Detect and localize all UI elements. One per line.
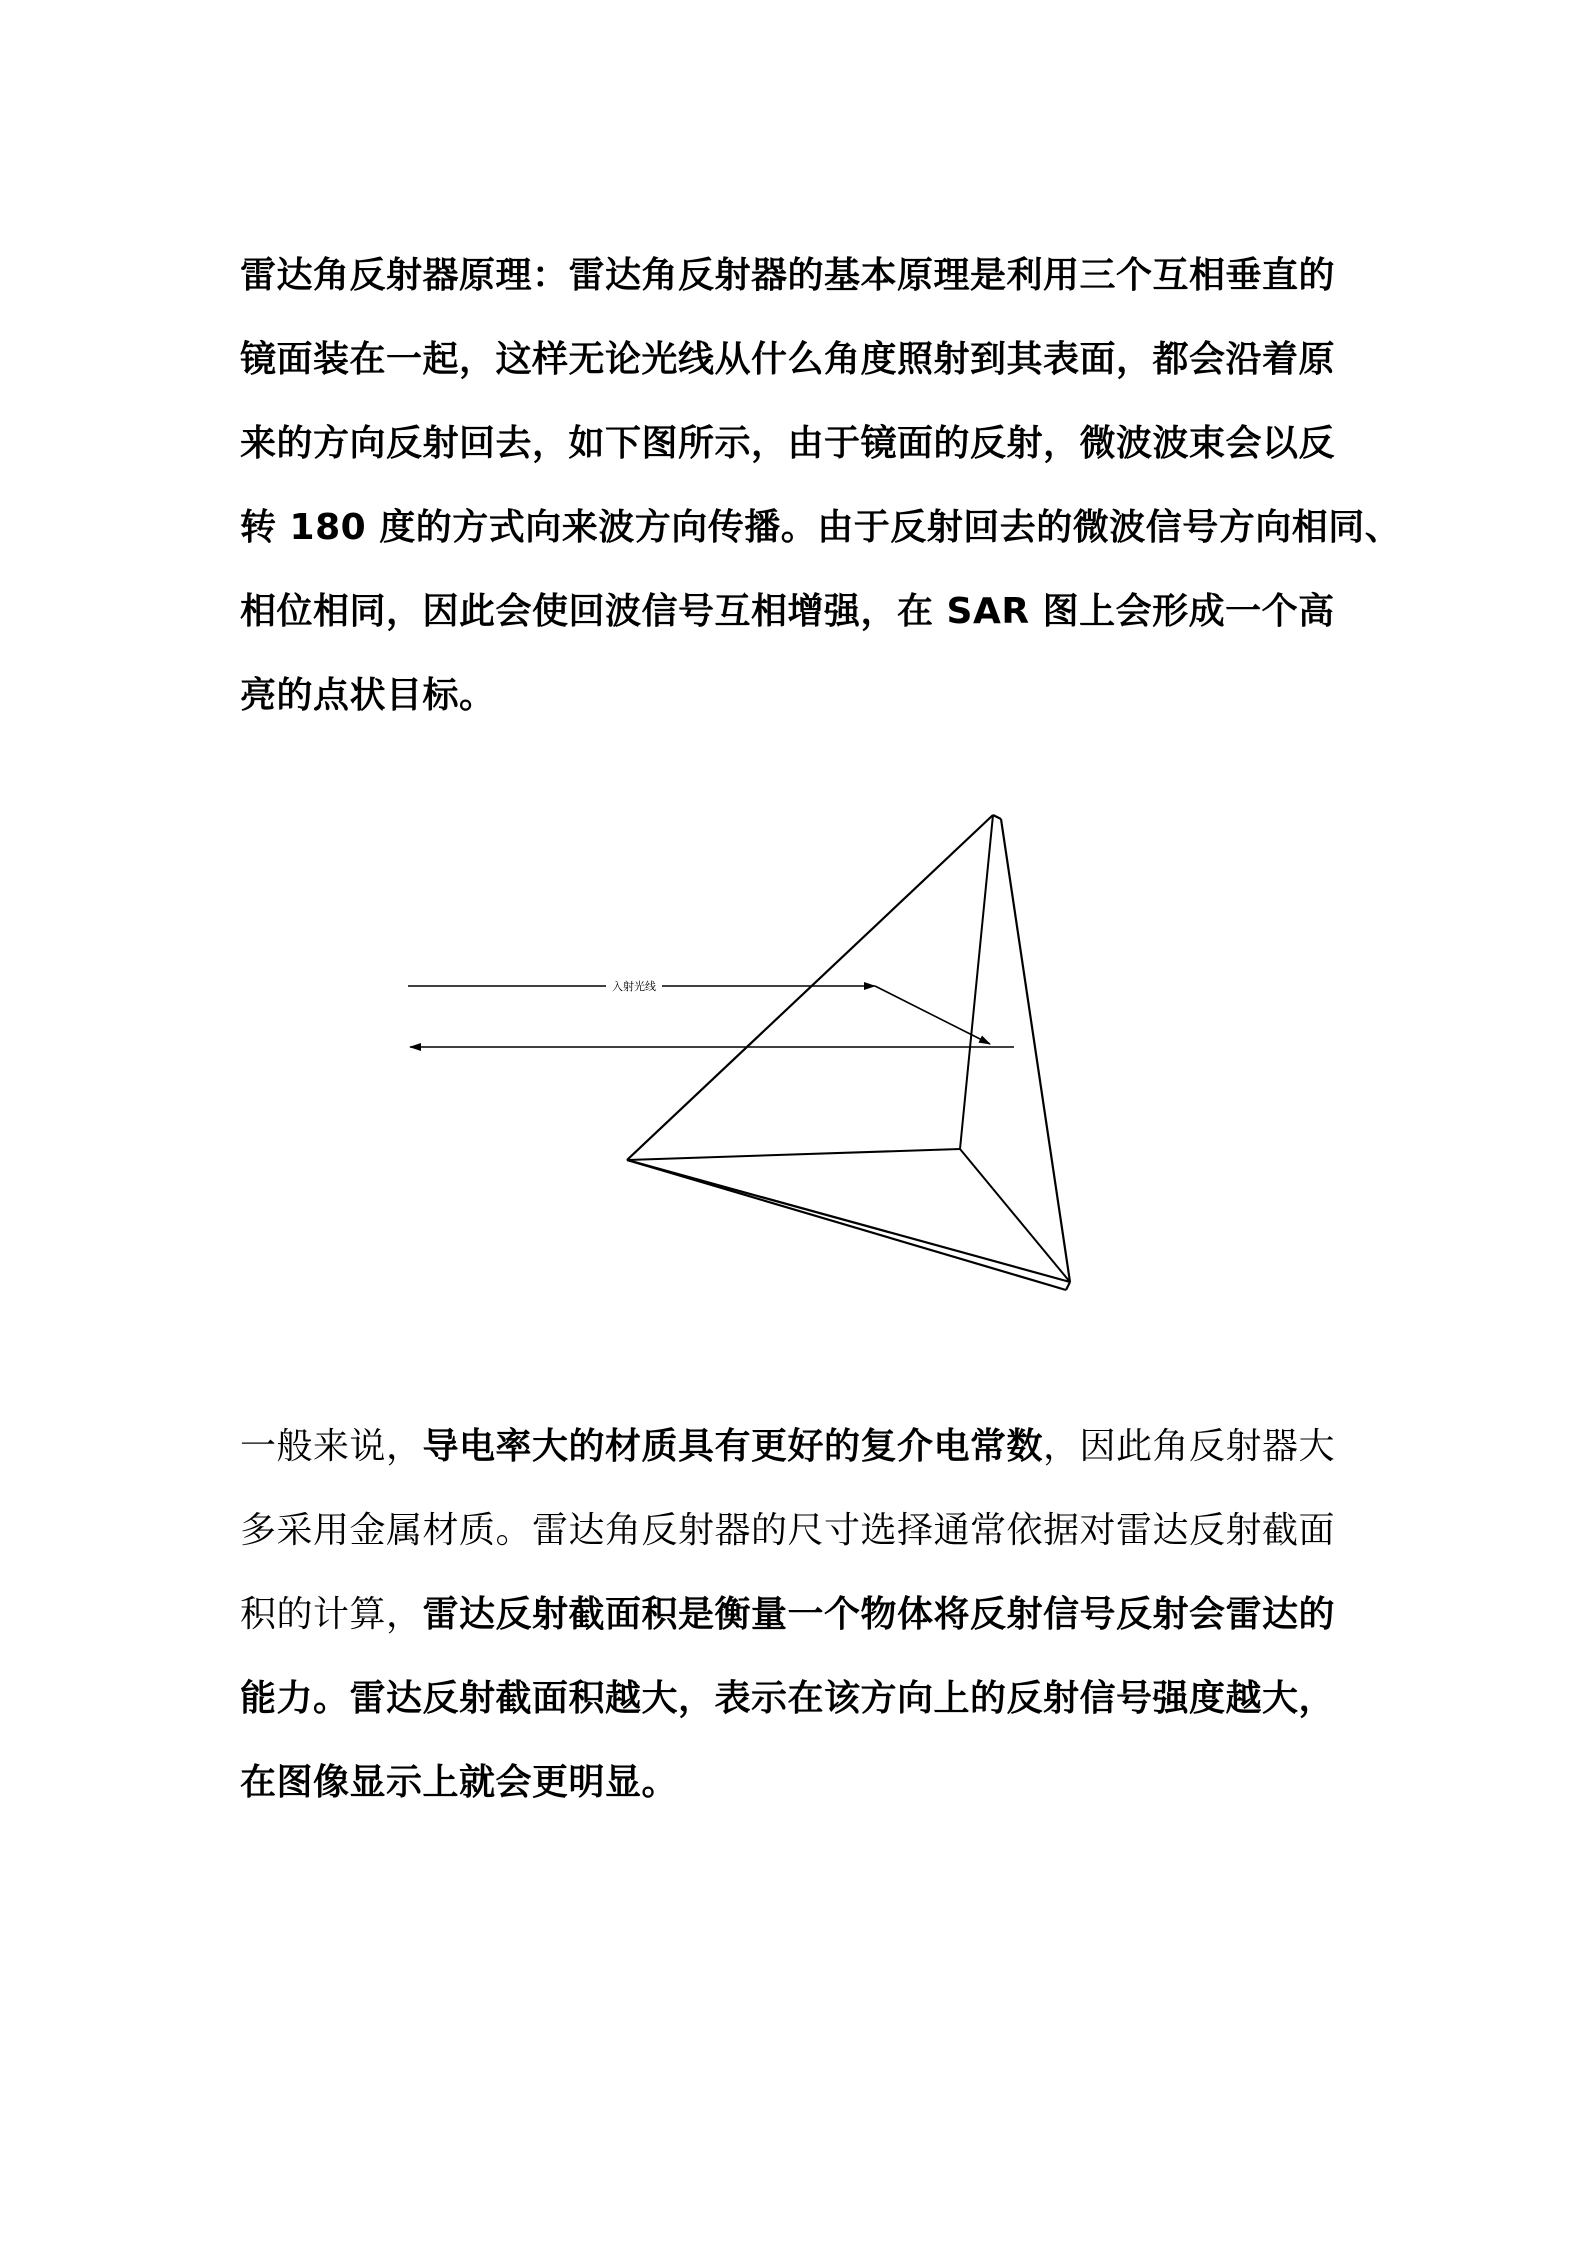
text-run: 雷达角反射器原理：雷达角反射器的基本原理是利用三个互相垂直的 [240, 255, 1336, 296]
text-line [240, 1657, 1360, 1741]
reflector-outline [627, 815, 1070, 1290]
text-line [240, 402, 1360, 486]
text-run: 亮的点状目标。 [240, 675, 496, 716]
text-run: 多采用金属材质。雷达角反射器的尺寸选择通常依据对雷达反射截面 [240, 1510, 1336, 1551]
text-line [240, 486, 1402, 570]
text-run: 导电率大的材质具有更好的复介电常数 [422, 1426, 1044, 1467]
text-line [240, 234, 1360, 318]
paragraph-principle [240, 234, 1402, 738]
corner-reflector-figure [380, 790, 1100, 1310]
text-line [240, 1405, 1360, 1489]
text-line [240, 1573, 1360, 1657]
text-run: 一般来说， [240, 1426, 423, 1467]
paragraph-material-rcs [240, 1405, 1360, 1825]
corner-reflector-diagram [380, 790, 1100, 1310]
text-line [240, 1741, 1360, 1825]
text-run: 转 180 度的方式向来波方向传播。由于反射回去的微波信号方向相同、 [240, 507, 1402, 548]
text-run: 雷达反射截面积是衡量一个物体将反射信号反射会雷达的 [422, 1594, 1336, 1635]
incident-ray-label: 入射光线 [612, 980, 656, 993]
text-run: ，因此角反射器大 [1043, 1426, 1336, 1467]
text-run: 在图像显示上就会更明显。 [240, 1762, 679, 1803]
text-run: 能力。雷达反射截面积越大，表示在该方向上的反射信号强度越大， [240, 1678, 1336, 1719]
text-run: 镜面装在一起，这样无论光线从什么角度照射到其表面，都会沿着原 [240, 339, 1336, 380]
text-run: 相位相同，因此会使回波信号互相增强，在 SAR 图上会形成一个高 [240, 591, 1335, 632]
text-line [240, 654, 1360, 738]
text-run: 积的计算， [240, 1594, 423, 1635]
text-run: 来的方向反射回去，如下图所示，由于镜面的反射，微波波束会以反 [240, 423, 1336, 464]
text-line [240, 1489, 1360, 1573]
text-line [240, 318, 1360, 402]
reflector-seams [627, 815, 1070, 1282]
text-line [240, 570, 1360, 654]
